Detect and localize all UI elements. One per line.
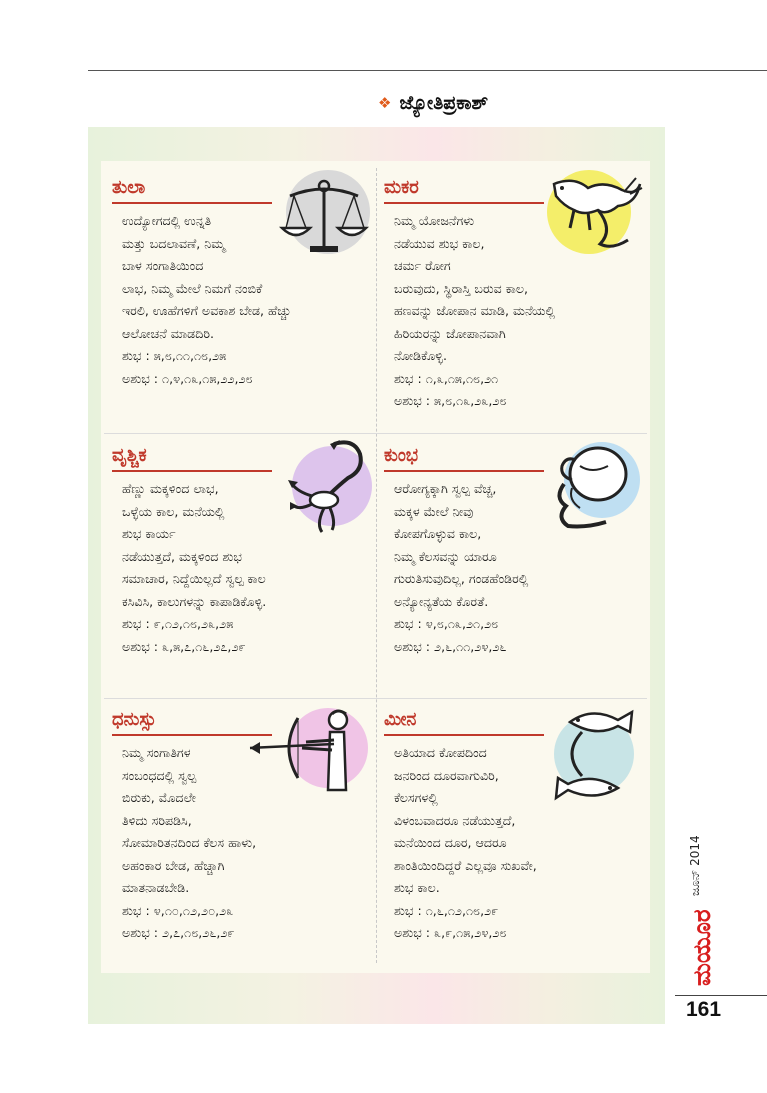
prediction-line: ಮತ್ತು ಬದಲಾವಣೆ, ನಿಮ್ಮ (122, 235, 225, 251)
sign-title-meena: ಮೀನ (384, 709, 417, 730)
prediction-line: ಆಲೋಚನೆ ಮಾಡದಿರಿ. (122, 325, 214, 341)
prediction-line: ಕೋಪಗೊಳ್ಳುವ ಕಾಲ, (394, 526, 482, 541)
sign-title-kumbha: ಕುಂಭ (384, 445, 419, 466)
prediction-line: ಶುಭ ಕಾರ್ಯ (122, 526, 176, 541)
title-underline (112, 734, 272, 736)
sign-card-tula (112, 176, 380, 390)
prediction-line: ಕೆಲಸಗಳಲ್ಲಿ (394, 790, 438, 805)
ashubha-dates: ಅಶುಭ : ೧,೪,೧೩,೧೫,೨೨,೨೮ (122, 370, 253, 386)
sign-title-tula: ತುಲಾ (112, 177, 146, 198)
ashubha-dates: ಅಶುಭ : ೩,೫,೭,೧೬,೨೭,೨೯ (122, 638, 246, 654)
prediction-line: ಇರಲಿ, ಊಹೆಗಳಿಗೆ ಅವಕಾಶ ಬೇಡ, ಹೆಚ್ಚು (122, 303, 292, 318)
ashubha-dates: ಅಶುಭ : ೨,೬,೧೧,೨೪,೨೬ (394, 638, 507, 654)
prediction-line: ಶುಭ ಕಾಲ. (394, 880, 440, 895)
page-number: 161 (686, 998, 722, 1021)
prediction-line: ಗುರುತಿಸುವುದಿಲ್ಲ, ಗಂಡಹೆಂಡಿರಲ್ಲಿ (394, 571, 529, 586)
top-rule (88, 70, 767, 71)
prediction-line: ನಡೆಯುವ ಶುಭ ಕಾಲ, (394, 235, 485, 251)
prediction-line: ಲಾಭ, ನಿಮ್ಮ ಮೇಲೆ ನಿಮಗೆ ನಂಬಿಕೆ (122, 280, 263, 296)
section-header (378, 92, 488, 114)
prediction-line: ಹಣವನ್ನು ಜೋಪಾನ ಮಾಡಿ, ಮನೆಯಲ್ಲಿ (394, 303, 556, 318)
prediction-line: ಬಿರುಕು, ಮೊದಲೇ (122, 790, 196, 805)
prediction-line: ನೋಡಿಕೊಳ್ಳಿ. (394, 348, 447, 363)
prediction-line: ಸಂಬಂಧದಲ್ಲಿ ಸ್ವಲ್ಪ (122, 767, 197, 783)
ashubha-dates: ಅಶುಭ : ೫,೮,೧೩,೨೩,೨೮ (394, 393, 507, 408)
prediction-line: ಬಾಳ ಸಂಗಾತಿಯಿಂದ (122, 258, 204, 273)
sign-title-makara: ಮಕರ (384, 177, 419, 198)
prediction-line: ಮನೆಯಿಂದ ದೂರ, ಆದರೂ (394, 835, 507, 850)
title-underline (384, 202, 544, 204)
row-divider-1 (104, 433, 647, 434)
ashubha-dates: ಅಶುಭ : ೩,೯,೧೫,೨೪,೨೮ (394, 925, 507, 940)
prediction-line: ಕಸಿವಿಸಿ, ಕಾಲುಗಳನ್ನು ಕಾಪಾಡಿಕೊಳ್ಳಿ. (122, 593, 267, 609)
prediction-line: ನಿಮ್ಮ ಯೋಜನೆಗಳು (394, 213, 475, 228)
shubha-dates: ಶುಭ : ೪,೧೦,೧೨,೨೦,೨೩ (122, 902, 234, 918)
title-underline (112, 470, 272, 472)
prediction-line: ಸಮಾಚಾರ, ನಿದ್ದೆಯಿಲ್ಲದೆ ಸ್ವಲ್ಪ ಕಾಲ (122, 571, 266, 586)
prediction-line: ಬರುವುದು, ಸ್ಥಿರಾಸ್ತಿ ಬರುವ ಕಾಲ, (394, 280, 528, 296)
shubha-dates: ಶುಭ : ೧,೩,೧೫,೧೮,೨೧ (394, 370, 499, 386)
prediction-line: ನಿಮ್ಮ ಕೆಲಸವನ್ನು ಯಾರೂ (394, 548, 497, 564)
shubha-dates: ಶುಭ : ೪,೮,೧೩,೨೧,೨೮ (394, 616, 499, 631)
title-underline (384, 470, 544, 472)
magazine-brand-logo: ಮಯೂರ (688, 909, 716, 986)
prediction-line: ಅತಿಯಾದ ಕೋಪದಿಂದ (394, 745, 487, 760)
prediction-line: ಅಹಂಕಾರ ಬೇಡ, ಹೆಚ್ಚಾಗಿ (122, 857, 225, 873)
title-underline (384, 734, 544, 736)
title-underline (112, 202, 272, 204)
prediction-line: ನಿಮ್ಮ ಸಂಗಾತಿಗಳ (122, 745, 191, 760)
footer-rule (675, 995, 767, 996)
ashubha-dates: ಅಶುಭ : ೨,೭,೧೮,೨೬,೨೯ (122, 925, 235, 940)
shubha-dates: ಶುಭ : ೫,೮,೧೧,೧೮,೨೫ (122, 348, 227, 363)
sign-card-dhanussu (112, 708, 380, 945)
prediction-line: ಜನರಿಂದ ದೂರವಾಗುವಿರಿ, (394, 767, 499, 783)
sign-title-dhanussu: ಧನುಸ್ಸು (112, 709, 157, 730)
sign-card-vrishchika (112, 444, 380, 658)
prediction-line: ಸೋಮಾರಿತನದಿಂದ ಕೆಲಸ ಹಾಳು, (122, 835, 257, 850)
row-divider-2 (104, 698, 647, 699)
prediction-line: ಹೆಣ್ಣು ಮಕ್ಕಳಿಂದ ಲಾಭ, (122, 481, 219, 496)
shubha-dates: ಶುಭ : ೯,೧೨,೧೮,೨೩,೨೫ (122, 616, 234, 631)
shubha-dates: ಶುಭ : ೧,೬,೧೨,೧೮,೨೯ (394, 902, 499, 918)
sign-card-makara (384, 176, 652, 413)
prediction-line: ಉದ್ಯೋಗದಲ್ಲಿ ಉನ್ನತಿ (122, 213, 212, 228)
prediction-line: ತಿಳಿದು ಸರಿಪಡಿಸಿ, (122, 812, 192, 828)
issue-month-year: ಜೂನ್ 2014 (688, 835, 702, 896)
prediction-line: ವಿಳಂಬವಾದರೂ ನಡೆಯುತ್ತದೆ, (394, 812, 516, 828)
prediction-line: ಮಾತನಾಡಬೇಡಿ. (122, 880, 190, 895)
prediction-line: ಆರೋಗ್ಯಕ್ಕಾಗಿ ಸ್ವಲ್ಪ ವೆಚ್ಚ, (394, 481, 497, 496)
sign-title-vrishchika: ವೃಶ್ಚಿಕ (112, 445, 147, 466)
sign-card-meena (384, 708, 652, 945)
prediction-line: ಶಾಂತಿಯಿಂದಿದ್ದರೆ ಎಲ್ಲವೂ ಸುಖವೇ, (394, 857, 537, 873)
prediction-line: ನಡೆಯುತ್ತದೆ, ಮಕ್ಕಳಿಂದ ಶುಭ (122, 548, 242, 564)
prediction-line: ಚರ್ಮ ರೋಗ (394, 258, 451, 273)
section-title: ಜ್ಯೋತಿಪ್ರಕಾಶ್ (399, 92, 489, 114)
prediction-line: ಒಳ್ಳೆಯ ಕಾಲ, ಮನೆಯಲ್ಲಿ (122, 503, 225, 519)
prediction-line: ಮಕ್ಕಳ ಮೇಲೆ ನೀವು (394, 503, 474, 519)
prediction-line: ಅನ್ಯೋನ್ಯತೆಯ ಕೊರತೆ. (394, 593, 489, 609)
diamond-bullet-icon: ❖ (378, 94, 392, 112)
prediction-line: ಹಿರಿಯರನ್ನು ಜೋಪಾನವಾಗಿ (394, 325, 506, 341)
sign-card-kumbha (384, 444, 652, 658)
